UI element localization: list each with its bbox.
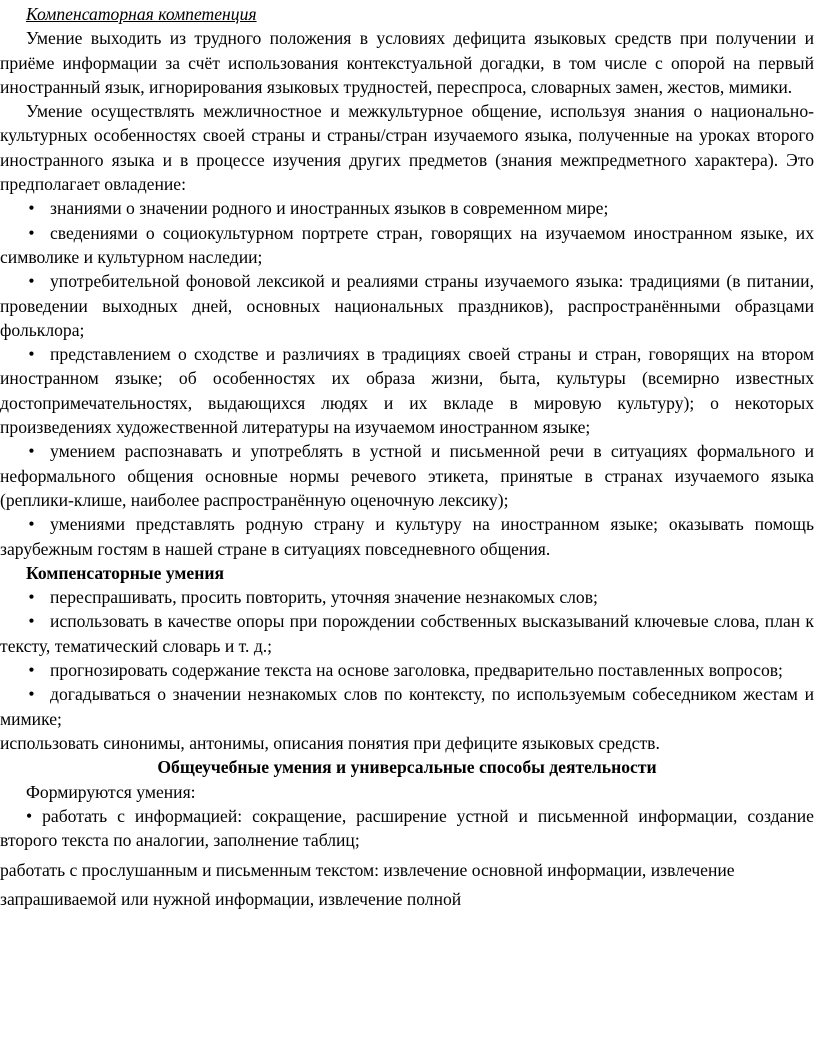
list-item-text: умениями представлять родную страну и культуру на иностранном языке; оказывать помощь зарубежным гостям в нашей стране в ситуациях повседневного общения. (0, 514, 814, 559)
bullet-icon: • (26, 805, 33, 826)
list-item (0, 342, 814, 439)
list-item-text: переспрашивать, просить повторить, уточняя значение незнакомых слов; (50, 587, 598, 608)
list-item (0, 609, 814, 658)
bullet-icon: • (28, 660, 35, 681)
list-item-continuation: использовать синонимы, антонимы, описания понятия при дефиците языковых средств. (0, 732, 660, 753)
list-item (0, 221, 814, 270)
bullet-icon: • (28, 441, 35, 462)
list-item (0, 439, 814, 512)
paragraph-listening: работать с прослушанным и письменным текстом: извлечение основной информации, извлечение запрашиваемой или нужной информации, извлечение полной (0, 860, 735, 910)
list-item-text: сведениями о социокультурном портрете стран, говорящих на изучаемом иностранном языке, их символике и культурном наследии; (0, 222, 814, 267)
list-item-text: знаниями о значении родного и иностранных языков в современном мире; (50, 198, 609, 219)
paragraph-compensatory-definition: Умение выходить из трудного положения в условиях дефицита языковых средств при получении и приёме информации за счёт использования контекстуальной догадки, в том числе с опорой на первый иностранный язык, игнорирования языковых трудностей, переспроса, словарных замен, жестов, мимики. (0, 28, 814, 97)
list-item (0, 585, 814, 609)
bullet-icon: • (28, 344, 35, 365)
bullet-icon: • (28, 684, 35, 705)
list-item (0, 804, 814, 853)
paragraph-intercultural: Умение осуществлять межличностное и межкультурное общение, используя знания о национально-культурных особенностях своей страны и страны/стран изучаемого языка, полученные на уроках второго иностранного языка и в процессе изучения других предметов (знания межпредметного характера). Это предполагает овладение: (0, 101, 814, 195)
list-item-text: догадываться о значении незнакомых слов по контексту, по используемым собеседником жестам и мимике; (0, 684, 814, 729)
section-heading-skills: Компенсаторные умения (26, 562, 224, 583)
list-item-text: употребительной фоновой лексикой и реалиями страны изучаемого языка: традициями (в питании, проведении выходных дней, основных национальных праздников), распространёнными образцами фольклора; (0, 271, 814, 340)
list-item-text: работать с информацией: сокращение, расширение устной и письменной информации, создание второго текста по аналогии, заполнение таблиц; (0, 805, 814, 851)
bullet-icon: • (28, 271, 35, 292)
bullet-icon: • (28, 514, 35, 535)
section-heading-compensatory: Компенсаторная компетенция (26, 4, 257, 24)
bullet-icon: • (28, 587, 35, 608)
bullet-icon: • (28, 611, 35, 632)
list-item (0, 682, 814, 731)
list-item (0, 658, 814, 682)
list-item (0, 512, 814, 561)
bullet-icon: • (28, 222, 35, 243)
list-item (0, 269, 814, 342)
bullet-icon: • (28, 198, 35, 219)
paragraph-form: Формируются умения: (26, 781, 196, 802)
section-heading-general: Общеучебные умения и универсальные способы деятельности (157, 757, 657, 778)
list-item-text: представлением о сходстве и различиях в традициях своей страны и стран, говорящих на втором иностранном языке; об особенностях их образа жизни, быта, культуры (всемирно известных достопримечательностях, выдающихся людях и их вкладе в мировую культуру); о некоторых произведениях художественной литературы на изучаемом иностранном языке; (0, 344, 814, 438)
list-item-text: умением распознавать и употреблять в устной и письменной речи в ситуациях формального и неформального общения основные нормы речевого этикета, принятые в странах изучаемого языка (реплики-клише, наиболее распространённую оценочную лексику); (0, 441, 814, 510)
list-item-text: использовать в качестве опоры при порождении собственных высказываний ключевые слова, план к тексту, тематический словарь и т. д.; (0, 611, 814, 656)
list-item (0, 196, 814, 220)
list-item-text: прогнозировать содержание текста на основе заголовка, предварительно поставленных вопросов; (50, 660, 783, 681)
